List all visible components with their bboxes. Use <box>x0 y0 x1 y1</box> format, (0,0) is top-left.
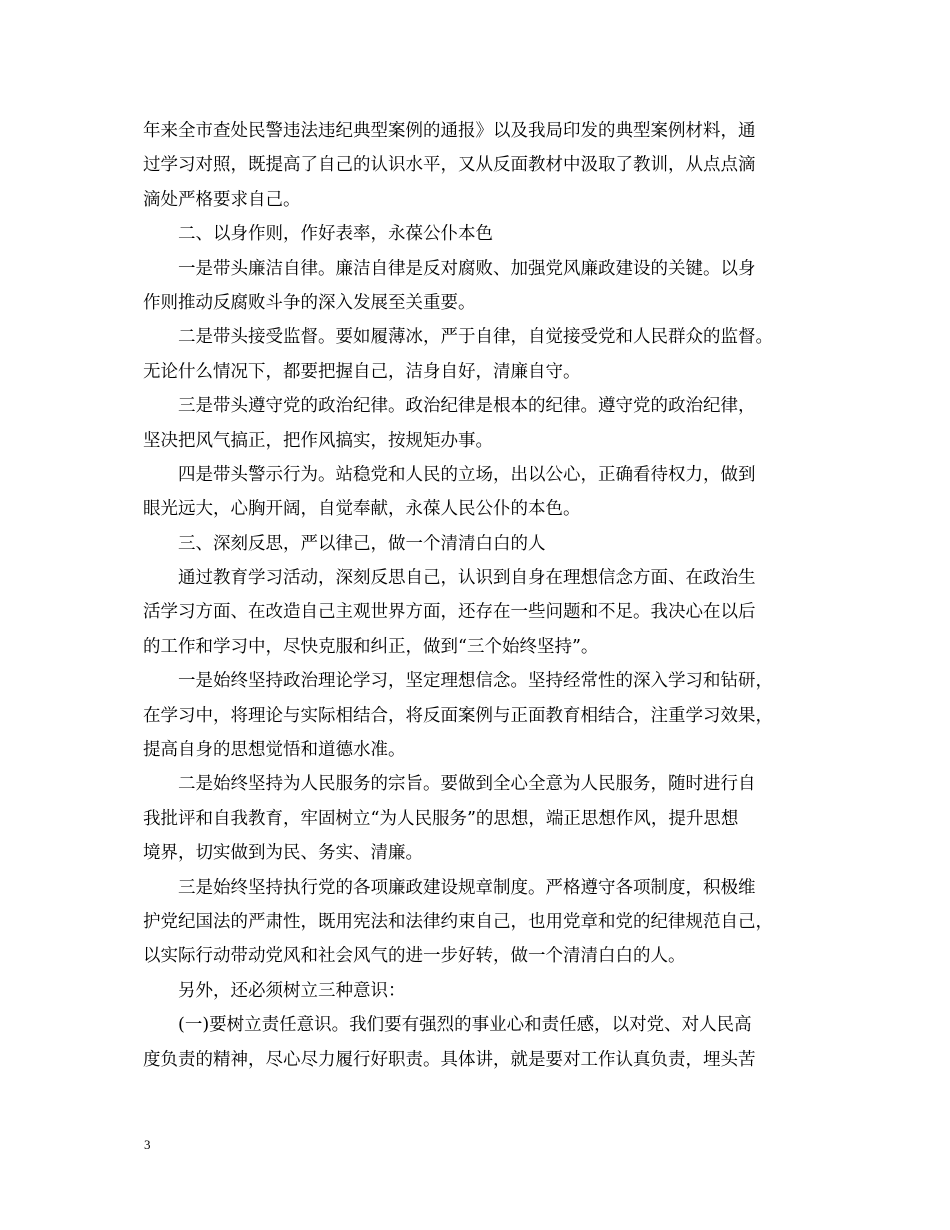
text-line: 无论什么情况下，都要把握自己，洁身自好，清廉自守。 <box>143 361 581 382</box>
text-line: 二、以身作则，作好表率，永葆公仆本色 <box>178 224 493 245</box>
text-line: 通过教育学习活动，深刻反思自己，认识到自身在理想信念方面、在政治生 <box>178 568 756 589</box>
text-line: 眼光远大，心胸开阔，自觉奉献，永葆人民公仆的本色。 <box>143 499 581 520</box>
page-number: 3 <box>144 1137 151 1152</box>
text-line: 坚决把风气搞正，把作风搞实，按规矩办事。 <box>143 430 493 451</box>
text-line: 护党纪国法的严肃性，既用宪法和法律约束自己，也用党章和党的纪律规范自己， <box>143 911 773 932</box>
text-line: 过学习对照，既提高了自己的认识水平，又从反面教材中汲取了教训，从点点滴 <box>143 155 756 176</box>
text-line: 在学习中，将理论与实际相结合，将反面案例与正面教育相结合，注重学习效果， <box>143 705 773 726</box>
text-line: 三是始终坚持执行党的各项廉政建设规章制度。严格遵守各项制度，积极维 <box>178 877 756 898</box>
text-line: 滴处严格要求自己。 <box>143 189 301 210</box>
text-line: 作则推动反腐败斗争的深入发展至关重要。 <box>143 292 476 313</box>
text-line: 二是带头接受监督。要如履薄冰，严于自律，自觉接受党和人民群众的监督。 <box>178 327 773 348</box>
text-line: 四是带头警示行为。站稳党和人民的立场，出以公心，正确看待权力，做到 <box>178 464 756 485</box>
text-line: 境界，切实做到为民、务实、清廉。 <box>143 843 423 864</box>
text-line: 二是始终坚持为人民服务的宗旨。要做到全心全意为人民服务，随时进行自 <box>178 774 756 795</box>
text-line: 另外，还必须树立三种意识： <box>178 980 406 1001</box>
text-line: 一是带头廉洁自律。廉洁自律是反对腐败、加强党风廉政建设的关键。以身 <box>178 258 756 279</box>
text-line: 一是始终坚持政治理论学习，坚定理想信念。坚持经常性的深入学习和钻研， <box>178 671 773 692</box>
text-line: 的工作和学习中，尽快克服和纠正，做到“三个始终坚持”。 <box>143 636 599 657</box>
text-line: 以实际行动带动党风和社会风气的进一步好转，做一个清清白白的人。 <box>143 946 686 967</box>
text-line: 三、深刻反思，严以律己，做一个清清白白的人 <box>178 533 546 554</box>
text-line: 度负责的精神，尽心尽力履行好职责。具体讲，就是要对工作认真负责，埋头苦 <box>143 1049 756 1070</box>
text-line: 提高自身的思想觉悟和道德水准。 <box>143 740 406 761</box>
text-line: 三是带头遵守党的政治纪律。政治纪律是根本的纪律。遵守党的政治纪律， <box>178 396 756 417</box>
text-line: (一)要树立责任意识。我们要有强烈的事业心和责任感，以对党、对人民高 <box>178 1015 752 1036</box>
document-body <box>143 114 811 1077</box>
text-line: 活学习方面、在改造自己主观世界方面，还存在一些问题和不足。我决心在以后 <box>143 602 756 623</box>
text-line: 我批评和自我教育，牢固树立“为人民服务”的思想，端正思想作风，提升思想 <box>143 808 739 829</box>
text-line: 年来全市查处民警违法违纪典型案例的通报》以及我局印发的典型案例材料，通 <box>143 121 756 141</box>
